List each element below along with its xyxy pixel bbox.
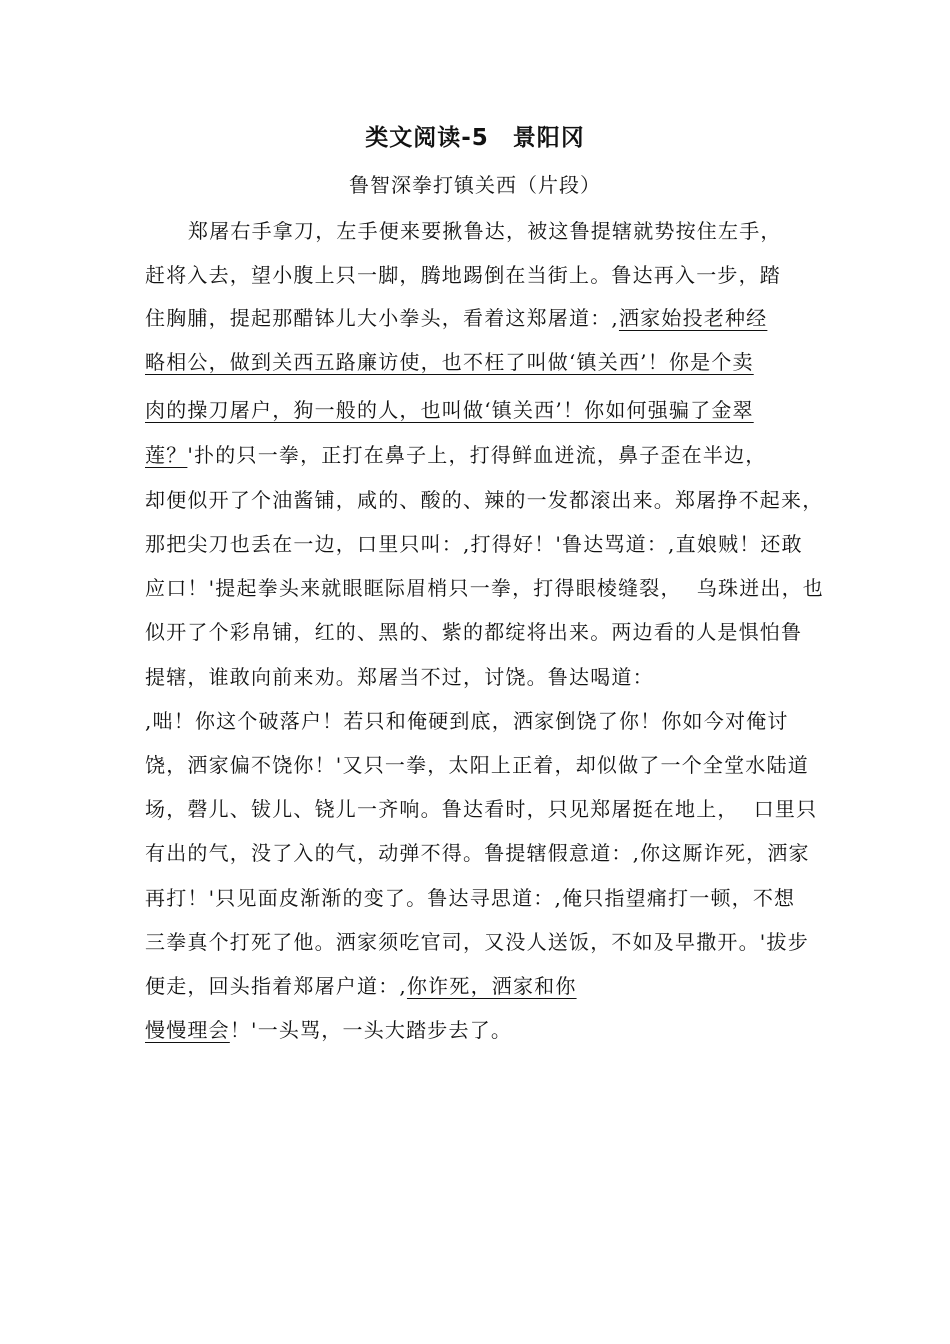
passage-line-5 bbox=[145, 392, 754, 428]
passage-line-16: 再打！'只见面皮渐渐的变了。鲁达寻思道：,俺只指望痛打一顿，不想 bbox=[145, 886, 796, 910]
passage-line-1: 郑屠右手拿刀，左手便来要揪鲁达，被这鲁提辖就势按住左手， bbox=[188, 219, 782, 243]
document-title: 类文阅读-5 景阳冈 bbox=[365, 125, 585, 151]
underlined-text: 略相公，做到关西五路廉访使，也不枉了叫做‘镇关西’！你是个卖 bbox=[145, 350, 754, 374]
passage-line-13: 饶，洒家偏不饶你！'又只一拳，太阳上正着，却似做了一个全堂水陆道 bbox=[145, 753, 809, 777]
passage-line-6: 莲？'扑的只一拳，正打在鼻子上，打得鲜血迸流，鼻子歪在半边， bbox=[145, 443, 767, 467]
underlined-text: 慢慢理会 bbox=[145, 1018, 230, 1042]
passage-line-11: 提辖，谁敢向前来劝。郑屠当不过，讨饶。鲁达喝道： bbox=[145, 665, 654, 689]
passage-line-14: 场，磬儿、钹儿、铙儿一齐响。鲁达看时，只见郑屠挺在地上， 口里只 bbox=[145, 797, 818, 821]
passage-line-10: 似开了个彩帛铺，红的、黑的、紫的都绽将出来。两边看的人是惧怕鲁 bbox=[145, 620, 803, 644]
passage-line-7: 却便似开了个油酱铺，咸的、酸的、辣的一发都滚出来。郑屠挣不起来， bbox=[145, 488, 824, 512]
passage-line-17: 三拳真个打死了他。洒家须吃官司，又没人送饭，不如及早撒开。'拔步 bbox=[145, 930, 809, 954]
passage-line-19: 慢慢理会！'一头骂，一头大踏步去了。 bbox=[145, 1018, 513, 1042]
passage-line-9: 应口！'提起拳头来就眼眶际眉梢只一拳，打得眼棱缝裂， 乌珠迸出，也 bbox=[145, 576, 825, 600]
underlined-text: 洒家始投老种经 bbox=[618, 306, 768, 330]
underlined-text: 你诈死，洒家和你 bbox=[406, 974, 577, 998]
passage-line-2: 赶将入去，望小腹上只一脚，腾地踢倒在当街上。鲁达再入一步，踏 bbox=[145, 263, 781, 287]
document-subtitle: 鲁智深拳打镇关西（片段） bbox=[349, 173, 601, 197]
underlined-text: 莲？ bbox=[145, 443, 188, 467]
passage-line-3: 住胸脯，提起那醋钵儿大小拳头，看着这郑屠道：,洒家始投老种经 bbox=[145, 306, 768, 330]
passage-line-18: 便走，回头指着郑屠户道：,你诈死，洒家和你 bbox=[145, 974, 577, 998]
passage-line-15: 有出的气，没了入的气，动弹不得。鲁提辖假意道：,你这厮诈死，洒家 bbox=[145, 841, 810, 865]
passage-line-8: 那把尖刀也丢在一边，口里只叫：,打得好！'鲁达骂道：,直娘贼！还敢 bbox=[145, 532, 803, 556]
passage-line-12: ,咄！你这个破落户！若只和俺硬到底，洒家倒饶了你！你如今对俺讨 bbox=[145, 709, 789, 733]
underlined-text: 肉的操刀屠户，狗一般的人，也叫做‘镇关西’！你如何强骗了金翠 bbox=[145, 398, 754, 422]
passage-line-4 bbox=[145, 344, 754, 380]
